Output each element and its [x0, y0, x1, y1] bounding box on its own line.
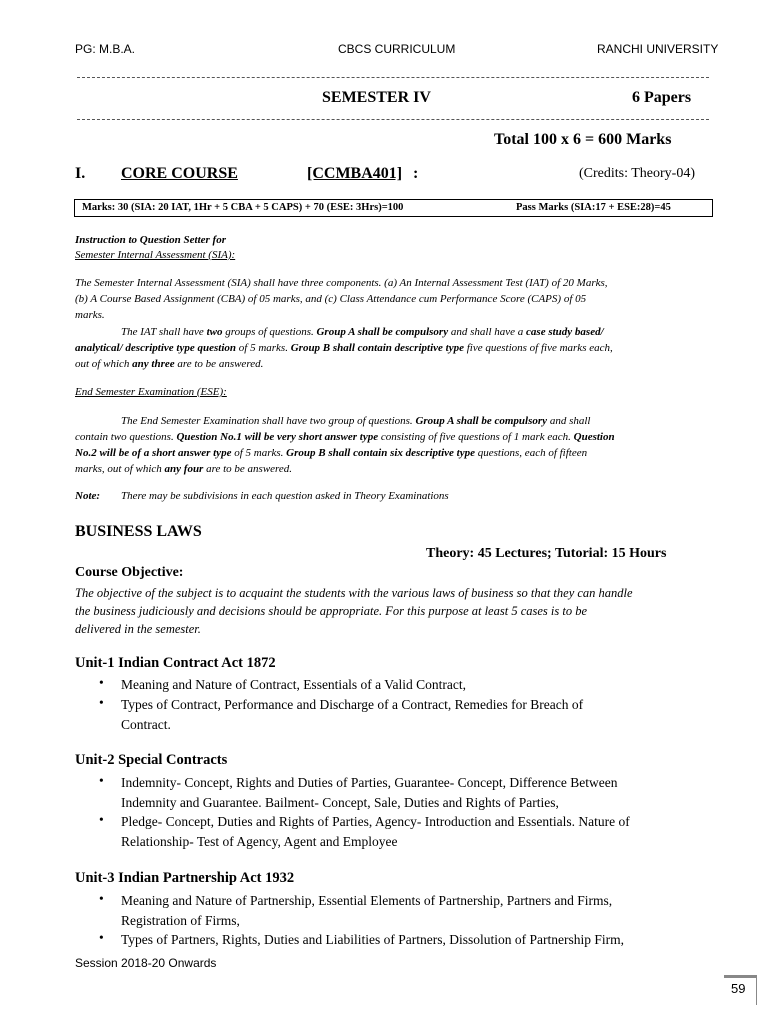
header-curriculum: CBCS CURRICULUM	[338, 42, 456, 56]
pass-marks: Pass Marks (SIA:17 + ESE:28)=45	[516, 202, 671, 213]
ese-heading: End Semester Examination (ESE):	[75, 386, 227, 398]
unit-2-item-2: Pledge- Concept, Duties and Rights of Parties, Agency- Introduction and Essentials. Nature of Relationship- Test of Agency, Agent and Employee	[121, 814, 630, 849]
semester-papers: 6 Papers	[632, 89, 692, 106]
core-code: [CCMBA401]	[307, 165, 403, 182]
page-number: 59	[731, 981, 746, 996]
total-marks: Total 100 x 6 = 600 Marks	[494, 131, 672, 148]
sia-line-3: marks.	[75, 309, 105, 321]
core-label: CORE COURSE	[121, 165, 238, 182]
course-title: BUSINESS LAWS	[75, 523, 202, 540]
semester-title: SEMESTER IV	[322, 89, 431, 106]
sia-line-2: (b) A Course Based Assignment (CBA) of 05 marks, and (c) Class Attendance cum Performance Score (CAPS) of 05	[75, 293, 587, 305]
divider-top	[77, 77, 709, 78]
note-text: There may be subdivisions in each question asked in Theory Examinations	[121, 490, 449, 502]
unit-2-item-1: Indemnity- Concept, Rights and Duties of Parties, Guarantee- Concept, Difference Between Indemnity and Guarantee. Bailment- Concept, Sale, Duties and Rights of Parties,	[121, 775, 618, 810]
bullet: •	[99, 773, 104, 788]
sia-heading: Semester Internal Assessment (SIA):	[75, 249, 236, 261]
note-label: Note:	[75, 490, 101, 502]
page-number-rule	[724, 975, 757, 978]
core-colon: :	[413, 165, 419, 182]
iat-paragraph: The IAT shall have two groups of questions. Group A shall be compulsory and shall have a case study based/ analytical/ descriptive type question of 5 marks. Group B shall contain descriptive type five questions of five marks each, out of which any three are to be answered.	[75, 326, 613, 370]
sia-paragraph	[75, 275, 715, 323]
unit-1-item-1: Meaning and Nature of Contract, Essentials of a Valid Contract,	[121, 677, 467, 692]
unit-2-title: Unit-2 Special Contracts	[75, 752, 228, 768]
instruction-heading: Instruction to Question Setter for	[75, 234, 226, 246]
objective-heading: Course Objective:	[75, 565, 184, 580]
bullet: •	[99, 930, 104, 945]
divider-bottom	[77, 119, 709, 120]
course-hours: Theory: 45 Lectures; Tutorial: 15 Hours	[426, 546, 667, 561]
unit-3-title: Unit-3 Indian Partnership Act 1932	[75, 870, 295, 886]
unit-3-item-1: Meaning and Nature of Partnership, Essential Elements of Partnership, Partners and Firms, Registration of Firms,	[121, 893, 613, 928]
unit-1-title: Unit-1 Indian Contract Act 1872	[75, 655, 276, 671]
bullet: •	[99, 812, 104, 827]
header-university: RANCHI UNIVERSITY	[597, 42, 719, 56]
header-program: PG: M.B.A.	[75, 42, 136, 56]
objective-text: The objective of the subject is to acquaint the students with the various laws of business so that they can handle the business judiciously and decisions should be appropriate. For this purpose at least 5 cases is to be delivered in the semester.	[75, 586, 633, 636]
ese-paragraph: The End Semester Examination shall have two group of questions. Group A shall be compulsory and shall contain two questions. Question No.1 will be very short answer type consisting of five questions of 1 mark each. Question No.2 will be of a short answer type of 5 marks. Group B shall contain six descriptive type questions, each of fifteen marks, out of which any four are to be answered.	[75, 415, 615, 475]
marks-breakdown: Marks: 30 (SIA: 20 IAT, 1Hr + 5 CBA + 5 CAPS) + 70 (ESE: 3Hrs)=100	[82, 202, 404, 213]
bullet: •	[99, 675, 104, 690]
bullet: •	[99, 695, 104, 710]
sia-line-1: The Semester Internal Assessment (SIA) shall have three components. (a) An Internal Assessment Test (IAT) of 20 Marks,	[75, 277, 608, 289]
core-label-gap	[253, 165, 303, 184]
unit-3-item-2: Types of Partners, Rights, Duties and Liabilities of Partners, Dissolution of Partnership Firm,	[121, 932, 625, 947]
core-credits: (Credits: Theory-04)	[579, 166, 695, 181]
unit-1-item-2: Types of Contract, Performance and Discharge of a Contract, Remedies for Breach of Contract.	[121, 697, 584, 732]
page-number-edge	[756, 975, 757, 1005]
bullet: •	[99, 891, 104, 906]
core-number: I.	[75, 165, 86, 182]
footer-session: Session 2018-20 Onwards	[75, 956, 217, 970]
marks-box	[74, 199, 713, 217]
